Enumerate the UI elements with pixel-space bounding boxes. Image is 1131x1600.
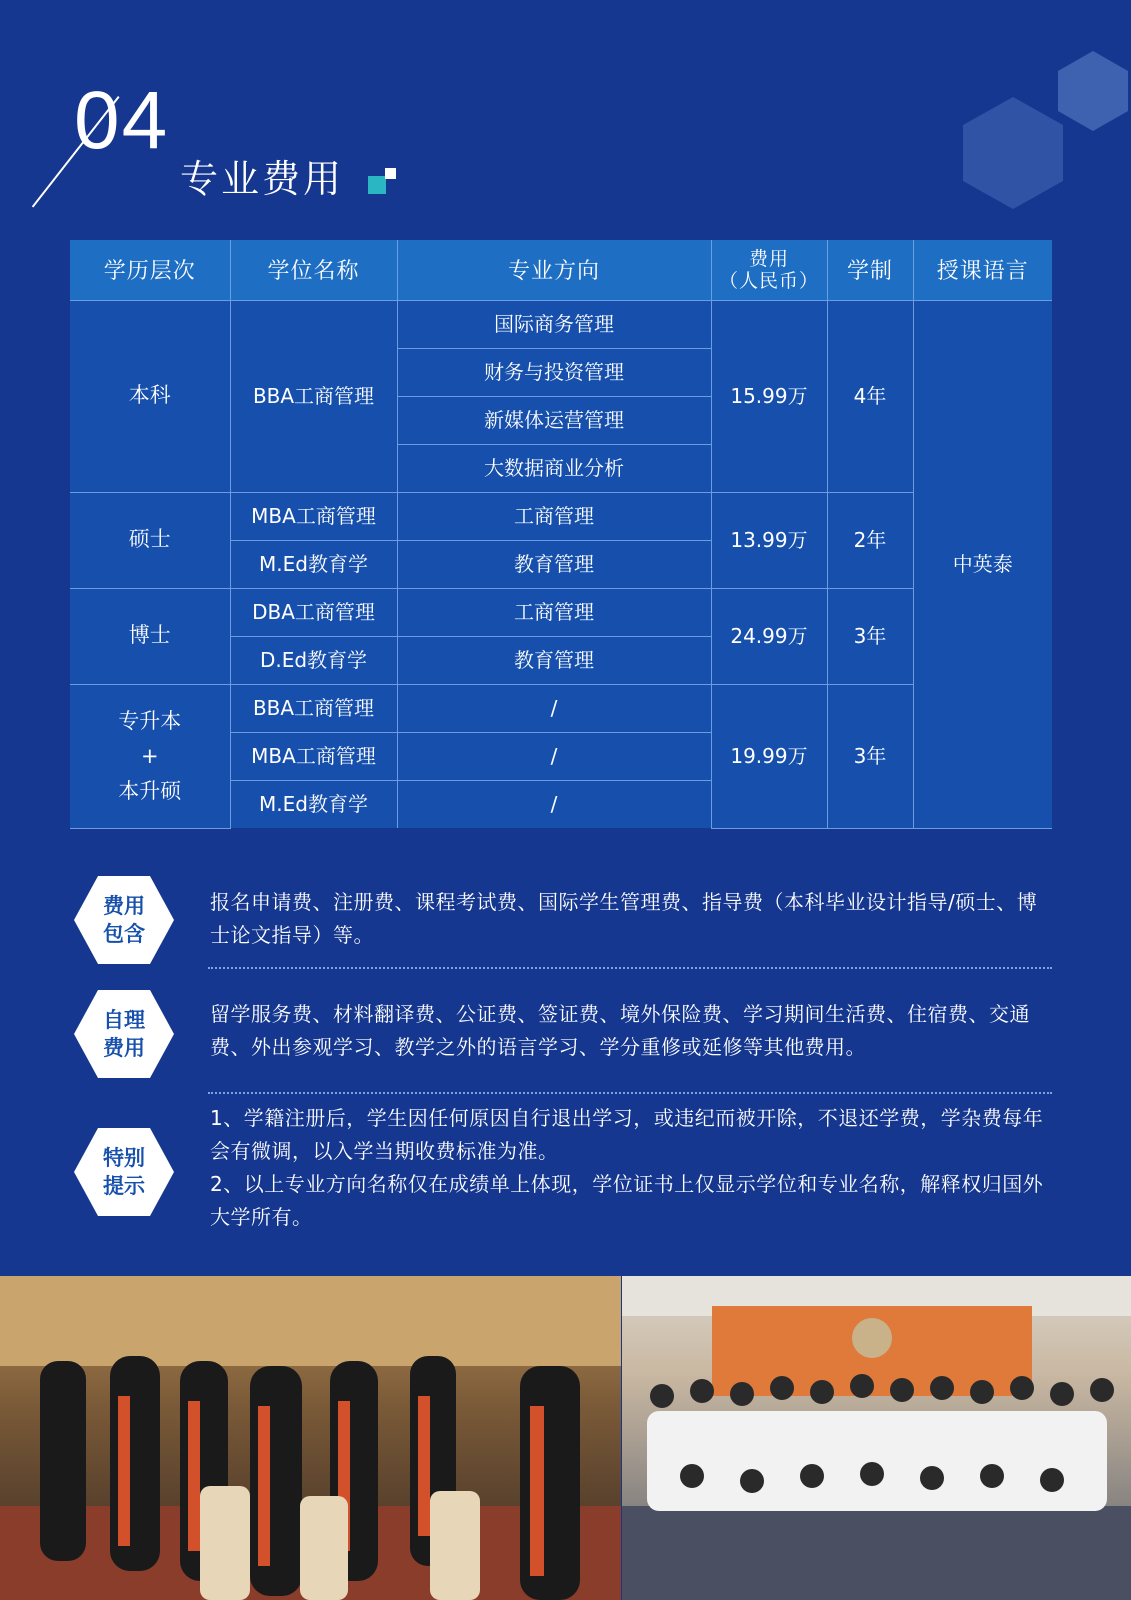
header-fee-line1: 费用	[748, 247, 789, 270]
note-badge	[72, 988, 176, 1080]
major-cell: 教育管理	[397, 540, 711, 588]
note-badge-line2: 提示	[103, 1174, 145, 1198]
note-item-1: 1、学籍注册后，学生因任何原因自行退出学习，或违纪而被开除，不退还学费，学杂费每年会有微调，以入学当期收费标准为准。	[210, 1106, 1044, 1163]
note-badge	[72, 874, 176, 966]
note-badge-line2: 费用	[103, 1036, 145, 1060]
degree-cell: MBA工商管理	[230, 732, 397, 780]
note-item-2: 2、以上专业方向名称仅在成绩单上体现，学位证书上仅显示学位和专业名称，解释权归国外大学所有。	[210, 1172, 1044, 1229]
table-row	[70, 300, 1052, 348]
duration-cell: 2年	[827, 492, 913, 588]
section-number: 04	[74, 75, 170, 166]
level-upgrade-line1: 专升本	[118, 708, 182, 733]
major-cell: 教育管理	[397, 636, 711, 684]
fee-cell: 13.99万	[711, 492, 827, 588]
note-text: 留学服务费、材料翻译费、公证费、签证费、境外保险费、学习期间生活费、住宿费、交通费、外出参观学习、教学之外的语言学习、学分重修或延修等其他费用。	[210, 1002, 1030, 1059]
level-doctor: 博士	[70, 588, 230, 684]
degree-cell: MBA工商管理	[230, 492, 397, 540]
major-cell: 工商管理	[397, 588, 711, 636]
major-cell: /	[397, 732, 711, 780]
table-row	[70, 588, 1052, 636]
degree-cell: M.Ed教育学	[230, 780, 397, 828]
header-fee-line2: （人民币）	[718, 269, 819, 292]
note-badge-line1: 费用	[103, 894, 145, 918]
note-text	[210, 1102, 1050, 1234]
level-upgrade-line2: +	[140, 743, 159, 768]
hexagon-decoration	[960, 45, 1131, 225]
level-master: 硕士	[70, 492, 230, 588]
duration-cell: 4年	[827, 300, 913, 492]
major-cell: 大数据商业分析	[397, 444, 711, 492]
duration-cell: 3年	[827, 684, 913, 828]
fee-cell: 19.99万	[711, 684, 827, 828]
major-cell: 财务与投资管理	[397, 348, 711, 396]
header-language: 授课语言	[913, 240, 1052, 300]
degree-cell: BBA工商管理	[230, 300, 397, 492]
header-fee	[711, 240, 827, 300]
table-row	[70, 684, 1052, 732]
section-title: 专业费用	[180, 157, 345, 201]
note-badge	[72, 1126, 176, 1218]
major-cell: /	[397, 780, 711, 828]
major-cell: /	[397, 684, 711, 732]
table-header-row	[70, 240, 1052, 300]
note-text: 报名申请费、注册费、课程考试费、国际学生管理费、指导费（本科毕业设计指导/硕士、博士论文指导）等。	[210, 890, 1038, 947]
note-badge-line1: 自理	[103, 1008, 145, 1032]
note-badge-line2: 包含	[103, 922, 145, 946]
degree-cell: BBA工商管理	[230, 684, 397, 732]
fee-table	[70, 240, 1052, 829]
graduation-ceremony-photo	[0, 1276, 621, 1600]
title-square-decoration	[368, 166, 398, 196]
degree-cell: DBA工商管理	[230, 588, 397, 636]
degree-cell: D.Ed教育学	[230, 636, 397, 684]
note-badge-line1: 特别	[103, 1146, 145, 1170]
major-cell: 工商管理	[397, 492, 711, 540]
header-degree: 学位名称	[230, 240, 397, 300]
level-upgrade	[70, 684, 230, 828]
fee-cell: 15.99万	[711, 300, 827, 492]
header-level: 学历层次	[70, 240, 230, 300]
language-cell: 中英泰	[913, 300, 1052, 828]
fee-cell: 24.99万	[711, 588, 827, 684]
duration-cell: 3年	[827, 588, 913, 684]
major-cell: 新媒体运营管理	[397, 396, 711, 444]
level-bachelor: 本科	[70, 300, 230, 492]
level-upgrade-line3: 本升硕	[118, 778, 182, 803]
header-major: 专业方向	[397, 240, 711, 300]
divider	[208, 1092, 1052, 1094]
header-duration: 学制	[827, 240, 913, 300]
major-cell: 国际商务管理	[397, 300, 711, 348]
degree-cell: M.Ed教育学	[230, 540, 397, 588]
group-photo	[622, 1276, 1131, 1600]
divider	[208, 967, 1052, 969]
table-row	[70, 492, 1052, 540]
